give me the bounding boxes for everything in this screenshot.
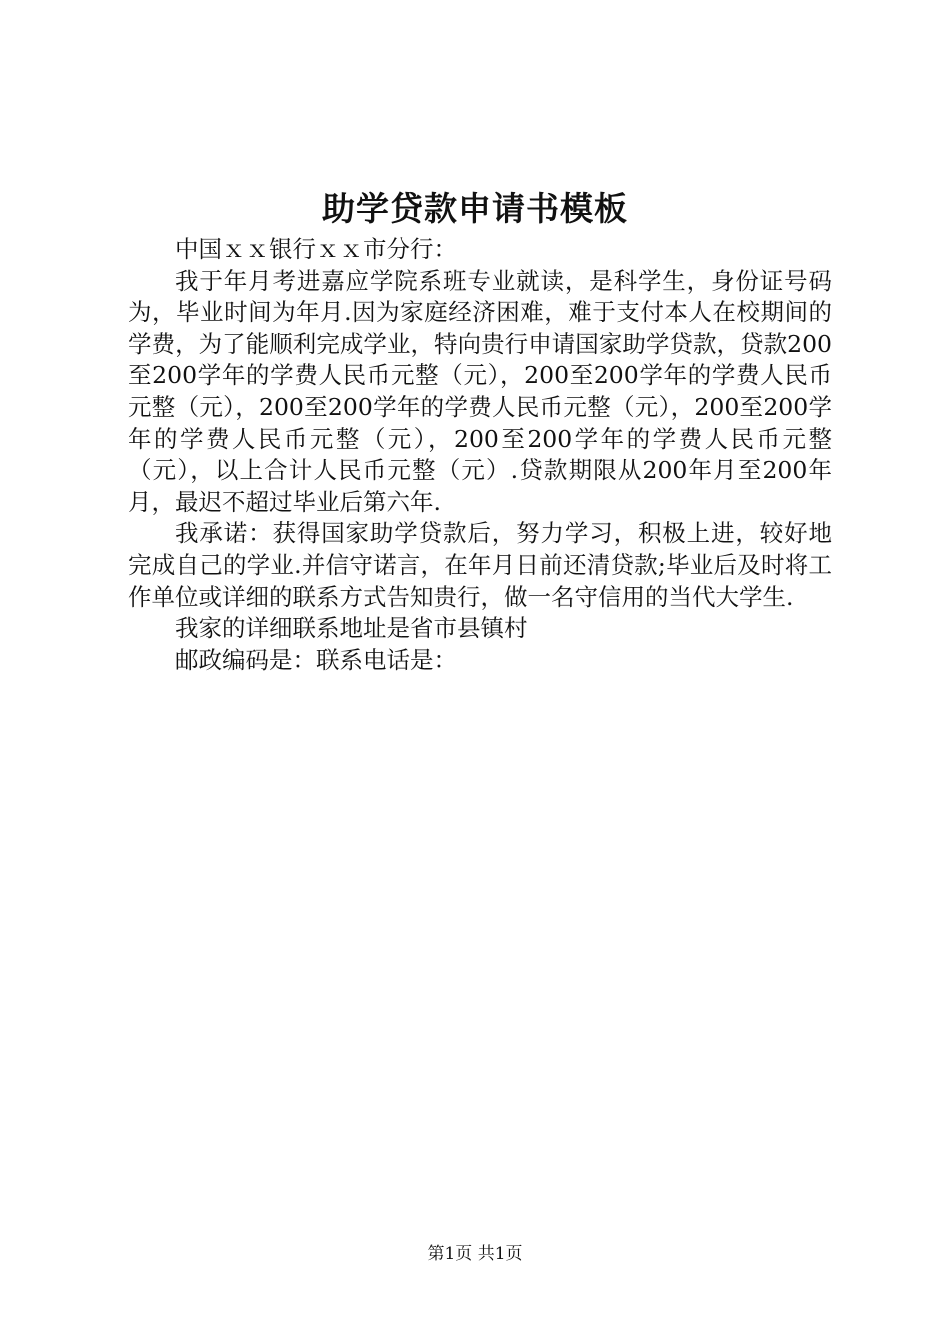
contact-paragraph: 邮政编码是：联系电话是： <box>175 645 457 674</box>
document-title: 助学贷款申请书模板 <box>322 189 628 228</box>
document-body <box>128 234 832 676</box>
promise-paragraph: 我承诺：获得国家助学贷款后，努力学习，积极上进，较好地完成自己的学业.并信守诺言，在年月日前还清贷款;毕业后及时将工作单位或详细的联系方式告知贵行，做一名守信用的当代大学生. <box>128 519 832 611</box>
page-footer: 第1页 共1页 <box>427 1244 523 1264</box>
application-paragraph: 我于年月考进嘉应学院系班专业就读，是科学生，身份证号码为，毕业时间为年月.因为家庭经济困难，难于支付本人在校期间的学费，为了能顺利完成学业，特向贵行申请国家助学贷款，贷款200至200学年的学费人民币元整（元），200至200学年的学费人民币元整（元），200至200学年的学费人民币元整（元），200至200学年的学费人民币元整（元），200至200学年的学费人民币元整（元），以上合计人民币元整（元）.贷款期限从200年月至200年月，最迟不超过毕业后第六年. <box>128 266 832 516</box>
address-paragraph: 我家的详细联系地址是省市县镇村 <box>175 614 528 643</box>
salutation-paragraph: 中国ｘｘ银行ｘｘ市分行： <box>175 235 457 263</box>
